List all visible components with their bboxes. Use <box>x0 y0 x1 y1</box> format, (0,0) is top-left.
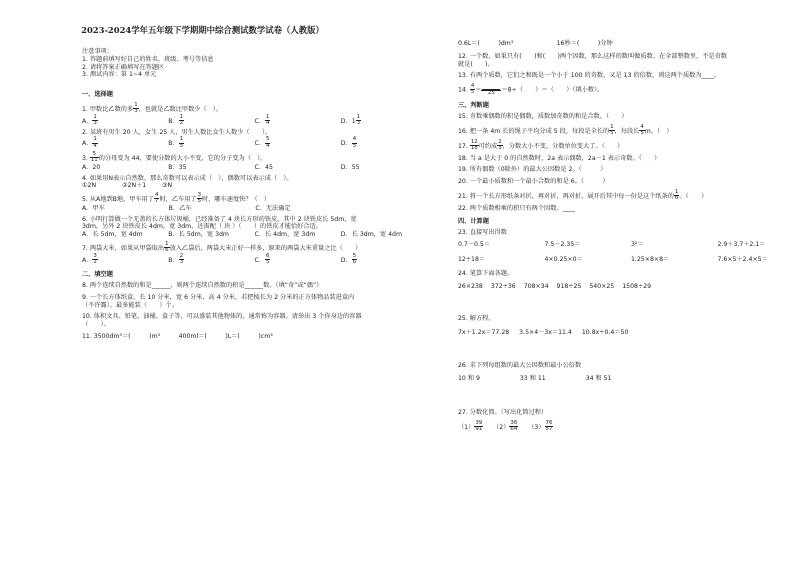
q21-text: 21. 将一个长方形纸条对折，再对折，再对折，展开后其中每一份是这个纸条的 $\frac{1}{6}$ 。（ ） <box>458 188 708 202</box>
q2-text: 2. 某班有男生 20 人，女生 25 人，男生人数比女生人数少（ ）。 <box>82 129 272 137</box>
note-3: 3. 测试内容：第 1~4 单元 <box>82 71 157 79</box>
q1-option-c[interactable]: C． $\frac{1}{4}$ <box>254 113 270 126</box>
q9-text-2: （不许露），最多能装（ ）个。 <box>82 301 178 309</box>
q7-options <box>82 254 427 266</box>
q10-text-2: （ ）。 <box>82 321 110 329</box>
q3-options <box>82 164 427 172</box>
section-calc: 四、计算题 <box>458 218 489 226</box>
q5-option-a[interactable]: A．甲车 <box>82 204 105 212</box>
q23-grid-2 <box>458 256 794 264</box>
q1-text: 1. 甲数比乙数的多 $\frac{1}{3}$ ，也就是乙数比甲数少（ ）。 <box>82 101 223 115</box>
q5-options <box>82 205 342 213</box>
q27-item-2: （2） $\frac{36}{64}$ <box>493 419 518 432</box>
q18-text: 18. 当 a 是大于 0 的自然数时，2a 表示偶数，2a－1 表示奇数。（ ） <box>458 154 661 162</box>
q23-item: 7.5－2.35＝ <box>544 240 581 248</box>
q24-item: 26×238 <box>458 283 483 291</box>
q7-text: 7. 两袋大米，如果从甲袋取出 $\frac{1}{6}$ 放入乙袋后，两袋大米正好一样多，原来的两袋大米重量之比（ ） <box>82 240 362 254</box>
q14-text: 14. $\frac{4}{5}$ ＝ 25 ＝8÷（ ）＝（ ）（填小数）。 <box>458 82 604 96</box>
q23-item: 2.9＋3.7＋2.1＝ <box>717 240 766 248</box>
q26-item: 33 和 11 <box>519 375 546 383</box>
q4-options <box>82 182 202 190</box>
q5-text: 5. 从A地到B地，甲车用了 $\frac{4}{7}$ 时，乙车用了 $\frac{3}{5}$ 时，哪车速度快？（ ） <box>82 192 271 205</box>
q3-option-b[interactable]: B．35 <box>168 163 187 171</box>
q5-option-b[interactable]: B．乙车 <box>168 204 192 212</box>
q23-item: 7.6×5＋2.4×5＝ <box>717 255 768 263</box>
q13-text: 13. 有两个质数，它们之和既是一个小于 100 的奇数，又是 13 的倍数，则这两个质数为____。 <box>458 72 721 80</box>
q27-item-1: （1） $\frac{39}{91}$ <box>458 419 483 432</box>
q25-item: 10.8x÷0.4＝50 <box>581 328 629 336</box>
section-judge: 三、判断题 <box>458 102 489 110</box>
q23-item: 4×0.25×0＝ <box>544 255 583 263</box>
q16-text: 16. 把一条 4m 长的绳子平均分成 5 段，每段是全长的 $\frac{1}{5}$ ，每段长 $\frac{4}{5}$ m。（ ） <box>458 123 673 137</box>
q7-option-b[interactable]: B． $\frac{2}{3}$ <box>168 252 184 266</box>
q17-text: 17. $\frac{12}{18}$ 可约成 $\frac{2}{3}$ ，分数大小不变，分数单位变大了。（ ） <box>458 138 624 152</box>
q24-items <box>458 283 794 291</box>
q4-option-2[interactable]: ②2N＋1 <box>122 182 147 190</box>
section-fill: 二、填空题 <box>82 271 113 279</box>
q3-text: 3. $\frac{5}{11}$ 的分母变为 44，要使分数的大小不变，它的分子变为（ ）。 <box>82 150 267 164</box>
q2-option-b[interactable]: B． $\frac{1}{5}$ <box>168 136 184 149</box>
q20-text: 20. 一个最小质数和一个最小合数的和是 6。（ ） <box>458 178 609 186</box>
q26-item: 34 和 51 <box>585 375 612 383</box>
note-2: 2. 请将答案正确填写在答题区 <box>82 63 165 71</box>
q4-option-1[interactable]: ①2N <box>82 182 97 190</box>
q19-text: 19. 所有偶数（0除外）的最大公因数是 2。（ ） <box>458 166 607 174</box>
q25-item: 7x＋1.2x＝77.28 <box>458 328 510 336</box>
q3-option-a[interactable]: A．20 <box>82 163 101 171</box>
q24-item: 372÷36 <box>490 283 516 291</box>
q2-option-d[interactable]: D． $\frac{4}{5}$ <box>340 136 357 149</box>
q8-text: 8. 两个连续自然数的和是______，则两个连续自然数的积是______数。（填“奇”或“偶”） <box>82 282 323 290</box>
q27-item-3: （3） $\frac{76}{57}$ <box>528 419 553 432</box>
q24-item: 708×34 <box>523 283 549 291</box>
q2-option-a[interactable]: A． $\frac{1}{4}$ <box>82 136 97 149</box>
q24-text: 24. 笔算下面各题。 <box>458 270 514 278</box>
q11-cont: 0.6L＝( )dm³ 16秒＝( )分钟 <box>458 40 613 47</box>
q1-options <box>82 115 427 127</box>
q24-item: 1508÷29 <box>622 283 652 291</box>
exam-page <box>30 24 770 544</box>
q7-option-d[interactable]: D． $\frac{5}{6}$ <box>340 252 357 266</box>
q11-text: 11. 3500dm³＝( )m³ 400ml＝( )L＝( )cm³ <box>82 332 273 340</box>
q6-options <box>82 231 427 239</box>
q10-text: 10. 体积文具、铅笔、油桶、盒子等，可以盛装其他物体的，通常称为容器。请举出 3 个你身边的容器 <box>82 313 362 321</box>
q6-text-2: 3dm，另外 2 块铁皮长 4dm，宽 3dm，还需配（ 块 ）（ ）的铁皮才能恰好合适。 <box>82 223 322 231</box>
q23-grid <box>458 241 794 249</box>
q23-item: 3²＝ <box>631 240 644 248</box>
q23-item: 1.25×8×8＝ <box>631 255 670 263</box>
q26-items <box>458 375 794 383</box>
q23-text: 23. 直接写出得数 <box>458 229 507 237</box>
q25-item: 3.5×4－3x＝11.4 <box>519 328 572 336</box>
q26-text: 26. 求下列每组数的最大公因数和最小公倍数 <box>458 362 582 370</box>
q24-item: 540×25 <box>589 283 615 291</box>
q2-option-c[interactable]: C． $\frac{5}{4}$ <box>254 136 270 149</box>
q6-option-c[interactable]: C．长 4dm，宽 3dm <box>254 231 316 239</box>
q25-items <box>458 329 794 337</box>
notes-title: 注意事项： <box>82 48 113 55</box>
right-column <box>458 40 794 432</box>
q4-text: 4. 如果用N表示自然数，那么奇数可以表示成（ ），偶数可以表示成（ ）。 <box>82 174 293 182</box>
q3-option-d[interactable]: D．55 <box>340 163 360 171</box>
q4-option-3[interactable]: ③N <box>162 182 173 190</box>
q25-text: 25. 解方程。 <box>458 314 495 322</box>
note-1: 1. 答题前填写好自己的姓名、班级、考号等信息 <box>82 55 214 63</box>
page-title: 2023-2024学年五年级下学期期中综合测试数学试卷（人教版） <box>81 25 324 35</box>
q27-text: 27. 分数化简。（写出化简过程） <box>458 408 548 416</box>
q6-option-d[interactable]: D．长 3dm，宽 4dm <box>340 231 402 239</box>
q15-text: 15. 奇数乘偶数的积是偶数，质数加奇数的和是合数。（ ） <box>458 113 628 121</box>
q9-text: 9. 一个长方体纸盒，长 10 分米，宽 6 分米，高 4 分米，若把棱长为 2 分米的正方体物品装进盒内 <box>82 293 355 301</box>
left-column <box>82 40 427 341</box>
q6-text: 6. 小明打算做一个无盖的长方体垃圾桶，已经准备了 4 块长方形的铁皮，其中 2 块铁皮长 5dm，宽 <box>82 215 357 223</box>
q5-option-c[interactable]: C．无法确定 <box>255 204 291 212</box>
q1-option-d[interactable]: D．1 $\frac{1}{3}$ <box>340 113 361 126</box>
q22-text: 22. 两个质数相乘的积只有两个因数。____ <box>458 204 575 212</box>
q6-option-a[interactable]: A．长 5dm，宽 4dm <box>82 231 143 239</box>
section-choice: 一、选择题 <box>82 91 113 98</box>
q23-item: 12÷18＝ <box>458 255 486 263</box>
q1-option-a[interactable]: A． $\frac{1}{3}$ <box>82 113 97 126</box>
q12-text: 12. 一个数，如果只有( )和( )两个因数，那么这样的数叫做质数。在全部整数里，不是奇数 <box>458 52 727 60</box>
q2-options <box>82 137 427 149</box>
q3-option-c[interactable]: C．45 <box>254 163 273 171</box>
q7-option-a[interactable]: A． $\frac{3}{2}$ <box>82 252 97 266</box>
q12-text-2: 就是( )。 <box>458 60 494 68</box>
q27-items <box>458 421 794 433</box>
q23-item: 0.7－0.5＝ <box>458 240 491 248</box>
q26-item: 10 和 9 <box>458 375 480 383</box>
q24-item: 918÷25 <box>556 283 582 291</box>
q6-option-b[interactable]: B．长 5dm，宽 3dm <box>168 231 229 239</box>
q1-option-b[interactable]: B． $\frac{1}{2}$ <box>168 113 184 126</box>
q7-option-c[interactable]: C． $\frac{6}{5}$ <box>254 252 270 266</box>
